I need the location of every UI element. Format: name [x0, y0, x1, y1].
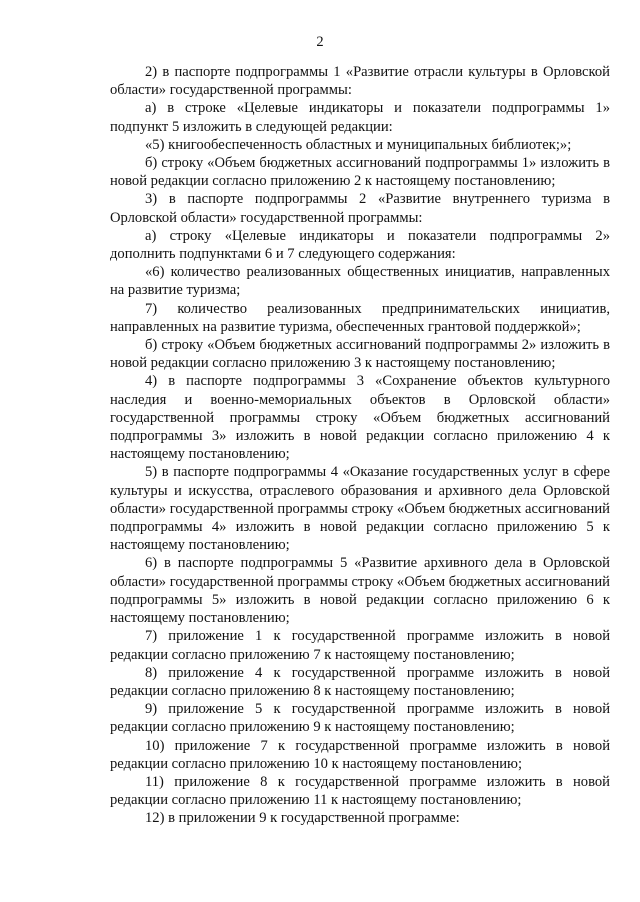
paragraph-quote-7: 7) количество реализованных предпринимательских инициатив, направленных на развитие туризма, обеспеченных грантовой поддержкой»;: [110, 300, 610, 335]
paragraph-item-3: 3) в паспорте подпрограммы 2 «Развитие внутреннего туризма в Орловской области» государственной программы:: [110, 191, 610, 226]
paragraph-item-5: 5) в паспорте подпрограммы 4 «Оказание государственных услуг в сфере культуры и искусства, отраслевого образования и архивного дела Орловской области» государственной программы строку «Объем бюджетных ассигнований подпрограммы 4» изложить в новой редакции согласно приложению 5 к настоящему постановлению;: [110, 464, 610, 554]
paragraph-item-2a: а) в строке «Целевые индикаторы и показатели подпрограммы 1» подпункт 5 изложить в следующей редакции:: [110, 100, 610, 135]
paragraph-item-8: 8) приложение 4 к государственной программе изложить в новой редакции согласно приложению 8 к настоящему постановлению;: [110, 664, 610, 699]
paragraph-item-10: 10) приложение 7 к государственной программе изложить в новой редакции согласно приложению 10 к настоящему постановлению;: [110, 737, 610, 772]
paragraph-item-2: 2) в паспорте подпрограммы 1 «Развитие отрасли культуры в Орловской области» государственной программы:: [110, 64, 610, 99]
paragraph-item-7: 7) приложение 1 к государственной программе изложить в новой редакции согласно приложению 7 к настоящему постановлению;: [110, 628, 610, 663]
paragraph-item-4: 4) в паспорте подпрограммы 3 «Сохранение объектов культурного наследия и военно-мемориальных объектов в Орловской области» государственной программы строку «Объем бюджетных ассигнований подпрограммы 3» изложить в новой редакции согласно приложению 4 к настоящему постановлению;: [110, 373, 610, 463]
paragraph-item-3b: б) строку «Объем бюджетных ассигнований подпрограммы 2» изложить в новой редакции согласно приложению 3 к настоящему постановлению;: [110, 337, 610, 372]
paragraph-item-9: 9) приложение 5 к государственной программе изложить в новой редакции согласно приложению 9 к настоящему постановлению;: [110, 701, 610, 736]
paragraph-item-3a: а) строку «Целевые индикаторы и показатели подпрограммы 2» дополнить подпунктами 6 и 7 следующего содержания:: [110, 227, 610, 263]
page-number: 2: [316, 34, 324, 50]
document-body: [110, 63, 610, 828]
paragraph-item-11: 11) приложение 8 к государственной программе изложить в новой редакции согласно приложению 11 к настоящему постановлению;: [110, 773, 610, 809]
paragraph-item-12: 12) в приложении 9 к государственной программе:: [145, 810, 460, 827]
paragraph-quote-5: «5) книгообеспеченность областных и муниципальных библиотек;»;: [145, 136, 572, 153]
paragraph-quote-6: «6) количество реализованных общественных инициатив, направленных на развитие туризма;: [110, 264, 610, 299]
paragraph-item-2b: б) строку «Объем бюджетных ассигнований подпрограммы 1» изложить в новой редакции согласно приложению 2 к настоящему постановлению;: [110, 155, 610, 190]
paragraph-item-6: 6) в паспорте подпрограммы 5 «Развитие архивного дела в Орловской области» государственной программы строку «Объем бюджетных ассигнований подпрограммы 5» изложить в новой редакции согласно приложению 6 к настоящему постановлению;: [110, 555, 610, 627]
